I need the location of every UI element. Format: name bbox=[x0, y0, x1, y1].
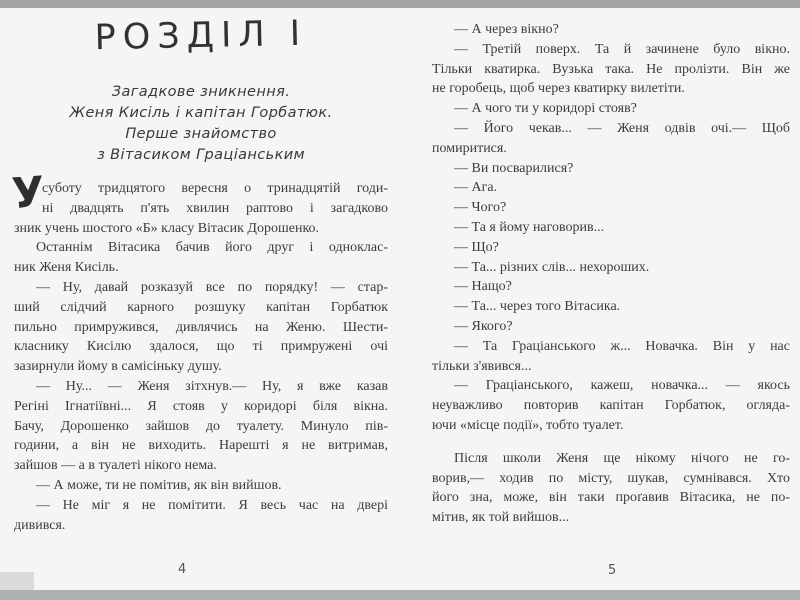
text-line: — Ну, давай розказуй все по порядку! — стар- bbox=[36, 279, 388, 295]
text-line: неуважливо повторив капітан Горбатюк, огляда- bbox=[432, 398, 790, 414]
text-line: — Чого? bbox=[454, 200, 507, 216]
paragraph bbox=[14, 476, 388, 496]
paragraph bbox=[14, 377, 388, 476]
paragraph bbox=[432, 277, 790, 297]
paragraph bbox=[14, 238, 388, 278]
drop-cap-letter: У bbox=[10, 166, 47, 219]
text-line: Після школи Женя ще нікому нічого не го- bbox=[454, 450, 790, 466]
text-line: години, а він не виходить. Нарешті я не витримав, bbox=[14, 438, 388, 454]
text-line: зазирнули йому в самісіньку душу. bbox=[14, 359, 222, 375]
paragraph bbox=[432, 376, 790, 435]
text-line: — Та... різних слів... нехороших. bbox=[454, 259, 650, 275]
text-line: дивився. bbox=[14, 517, 66, 533]
subtitle-line: Женя Кисіль і капітан Горбатюк. bbox=[69, 105, 333, 121]
text-line: пильно примружився, дивлячись на Женю. Шести- bbox=[14, 319, 388, 335]
text-line: — Що? bbox=[454, 239, 499, 255]
text-line: зник учень шостого «Б» класу Вітасик Дорошенко. bbox=[14, 220, 320, 236]
text-line: ший слідчий карного розшуку капітан Горбатюк bbox=[14, 299, 388, 315]
subtitle-line: Перше знайомство bbox=[125, 126, 277, 142]
paragraph bbox=[432, 449, 790, 528]
chapter-subtitle bbox=[14, 82, 388, 166]
paragraph bbox=[432, 99, 790, 119]
text-line: його зна, може, він таки проґавив Вітасика, не по- bbox=[432, 490, 790, 506]
paragraph bbox=[432, 258, 790, 278]
paragraph bbox=[432, 297, 790, 317]
text-line: Останнім Вітасика бачив його друг і одноклас- bbox=[36, 240, 388, 256]
text-line: — Ну... — Женя зітхнув.— Ну, я вже казав bbox=[36, 378, 388, 394]
text-line: суботу тридцятого вересня о тринадцятій годи- bbox=[42, 181, 388, 196]
subtitle-line: Загадкове зникнення. bbox=[111, 84, 291, 100]
paragraph bbox=[432, 238, 790, 258]
text-line: зайшов — а в туалеті нікого нема. bbox=[14, 458, 217, 474]
paragraph bbox=[14, 179, 388, 238]
paragraph bbox=[432, 40, 790, 99]
page-number-right: 5 bbox=[608, 563, 617, 578]
paragraph bbox=[432, 159, 790, 179]
chapter-title: РОЗДІЛ І bbox=[94, 13, 308, 59]
text-line: — Якого? bbox=[454, 318, 513, 334]
text-line: не горобець, щоб через кватирку вилетіти. bbox=[432, 81, 685, 97]
text-line: — Та... через того Вітасика. bbox=[454, 299, 621, 315]
text-line: ні двадцять п'ять хвилин раптово і загадково bbox=[42, 200, 388, 216]
text-line: Бачу, Дорошенко зайшов до туалету. Минуло пів- bbox=[14, 418, 388, 434]
page-number-left: 4 bbox=[178, 562, 187, 577]
text-line: — Ви посварилися? bbox=[454, 160, 574, 176]
text-line: — Та я йому наговорив... bbox=[454, 219, 605, 235]
scan-corner-shade bbox=[0, 572, 34, 590]
paragraph bbox=[432, 337, 790, 377]
text-line: — А через вікно? bbox=[454, 22, 559, 37]
text-line: класнику Кисілю здалося, що ті примружені очі bbox=[14, 339, 388, 355]
text-line: — Його чекав... — Женя одвів очі.— Щоб bbox=[454, 120, 790, 136]
text-line: — Третій поверх. Та й зачинене було вікно. bbox=[454, 41, 790, 57]
text-line: ючи «місце події», тобто туалет. bbox=[432, 417, 624, 433]
text-line: ник Женя Кисіль. bbox=[14, 260, 119, 276]
text-line: мітив, як той вийшов... bbox=[432, 510, 570, 526]
paragraph bbox=[14, 496, 388, 536]
paragraph bbox=[14, 278, 388, 377]
text-line: — А може, ти не помітив, як він вийшов. bbox=[36, 477, 282, 493]
text-line: тільки з'явився... bbox=[432, 358, 532, 374]
text-line: — Та Граціанського ж... Новачка. Він у нас bbox=[454, 338, 790, 354]
book-page-right bbox=[432, 8, 790, 528]
text-line: ворив,— ходив по місту, шукав, сумнівався. Хто bbox=[432, 470, 790, 486]
paragraph bbox=[432, 198, 790, 218]
text-line: — Не міг я не помітити. Я весь час на двері bbox=[36, 497, 388, 513]
left-page-body bbox=[10, 166, 388, 535]
right-page-body bbox=[432, 20, 790, 528]
subtitle-line: з Вітасиком Граціанським bbox=[97, 147, 305, 163]
paragraph bbox=[432, 20, 790, 40]
text-line: — Граціанського, кажеш, новачка... — якось bbox=[454, 378, 790, 394]
paragraph bbox=[432, 317, 790, 337]
text-line: помиритися. bbox=[432, 140, 507, 156]
text-line: Тільки кватирка. Вузька така. Не пролізти. Він же bbox=[432, 61, 790, 77]
scan-border-bottom bbox=[0, 590, 800, 600]
text-line: Регіні Ігнатіївні... Я стояв у коридорі біля вікна. bbox=[14, 398, 388, 414]
text-line: — Ага. bbox=[454, 180, 498, 196]
text-line: — Нащо? bbox=[454, 279, 512, 295]
text-line: — А чого ти у коридорі стояв? bbox=[454, 101, 637, 117]
paragraph bbox=[432, 218, 790, 238]
book-page-left bbox=[10, 8, 388, 535]
paragraph bbox=[432, 178, 790, 198]
paragraph bbox=[432, 119, 790, 159]
scan-border-top bbox=[0, 0, 800, 8]
